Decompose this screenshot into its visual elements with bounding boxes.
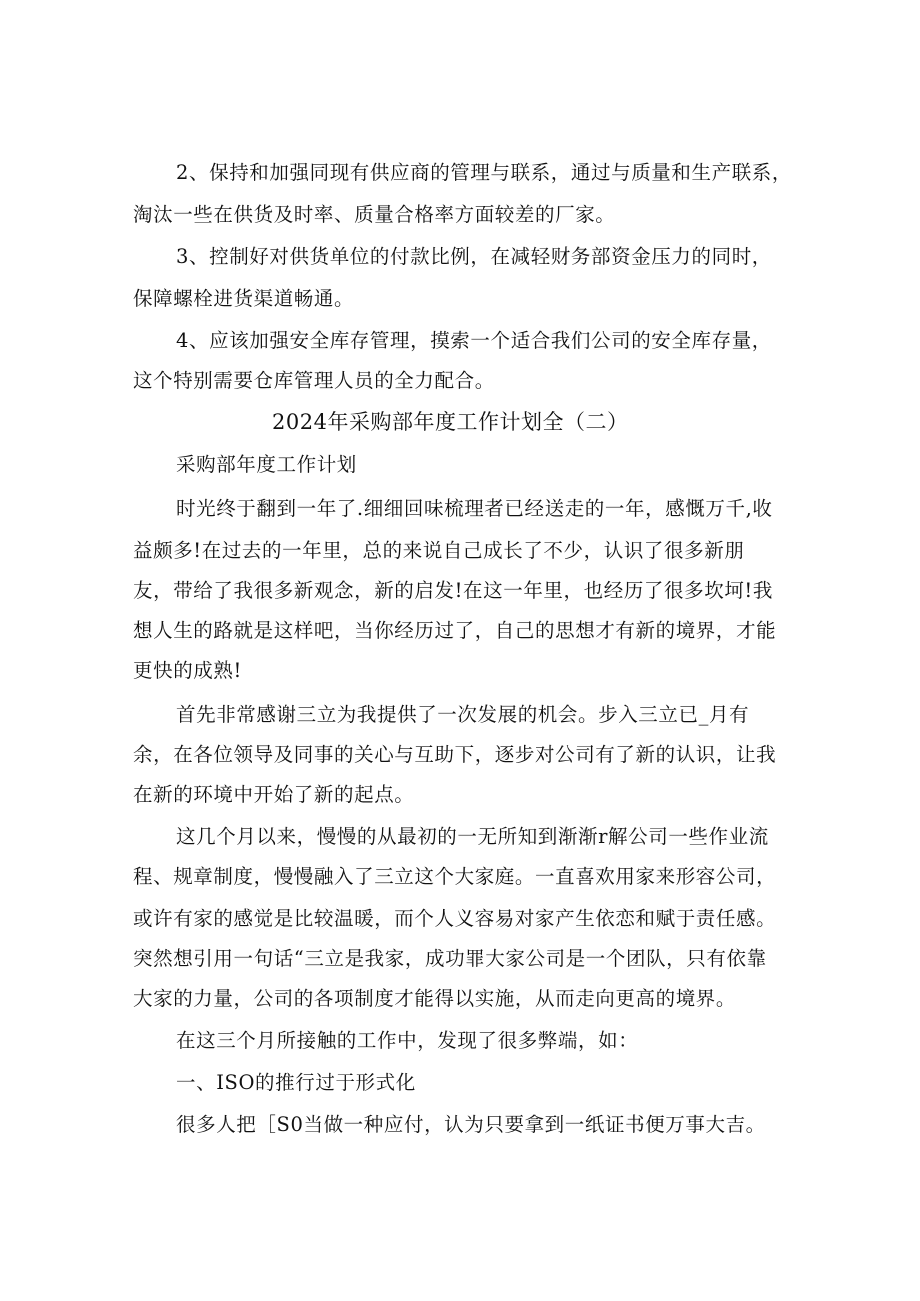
paragraph-line: 3、控制好对供货单位的付款比例，在减轻财务部资金压力的同时，: [176, 245, 772, 268]
paragraph-line: 友，带给了我很多新观念，新的启发!在这一年里，也经历了很多坎坷!我: [133, 579, 773, 602]
paragraph-line: 更快的成熟!: [133, 659, 242, 682]
paragraph-line: 余，在各位领导及同事的关心与互助下，逐步对公司有了新的认识，让我: [133, 743, 777, 766]
paragraph-line: 4、应该加强安全库存管理，摸索一个适合我们公司的安全库存量，: [176, 329, 772, 352]
document-title: 2024年采购部年度工作计划全（二）: [272, 410, 629, 434]
document-subtitle: 采购部年度工作计划: [176, 453, 357, 476]
paragraph-line: 保障螺栓进货渠道畅通。: [133, 287, 355, 310]
paragraph-line: 2、保持和加强同现有供应商的管理与联系，通过与质量和生产联系，: [176, 161, 793, 184]
paragraph-line: 时光终于翻到一年了.细细回味梳理者已经送走的一年，感慨万千,收: [176, 497, 773, 520]
section-heading: 一、ISO的推行过于形式化: [176, 1071, 416, 1094]
paragraph-line: 大家的力量，公司的各项制度才能得以实施，从而走向更高的境界。: [133, 987, 737, 1010]
paragraph-line: 这几个月以来，慢慢的从最初的一无所知到渐渐r解公司一些作业流: [176, 825, 769, 848]
paragraph-line: 这个特别需要仓库管理人员的全力配合。: [133, 369, 495, 392]
paragraph-line: 程、规章制度，慢慢融入了三立这个大家庭。一直喜欢用家来形容公司，: [133, 865, 777, 888]
paragraph-line: 淘汰一些在供货及时率、质量合格率方面较差的厂家。: [133, 203, 616, 226]
paragraph-line: 突然想引用一句话“三立是我家，成功罪大家公司是一个团队，只有依靠: [133, 947, 767, 970]
paragraph-line: 首先非常感谢三立为我提供了一次发展的机会。步入三立已_月有: [176, 703, 750, 726]
paragraph-line: 在这三个月所接触的工作中，发现了很多弊端，如：: [176, 1029, 639, 1052]
paragraph-line: 益颇多!在过去的一年里，总的来说自己成长了不少，认识了很多新朋: [133, 539, 745, 562]
paragraph-line: 或许有家的感觉是比较温暖，而个人义容易对家产生依恋和赋于责任感。: [133, 907, 777, 930]
paragraph-line: 想人生的路就是这样吧，当你经历过了，自己的思想才有新的境界，才能: [133, 619, 777, 642]
paragraph-line: 很多人把［S0当做一种应付，认为只要拿到一纸证书便万事大吉。: [176, 1113, 766, 1136]
paragraph-line: 在新的环境中开始了新的起点。: [133, 783, 415, 806]
